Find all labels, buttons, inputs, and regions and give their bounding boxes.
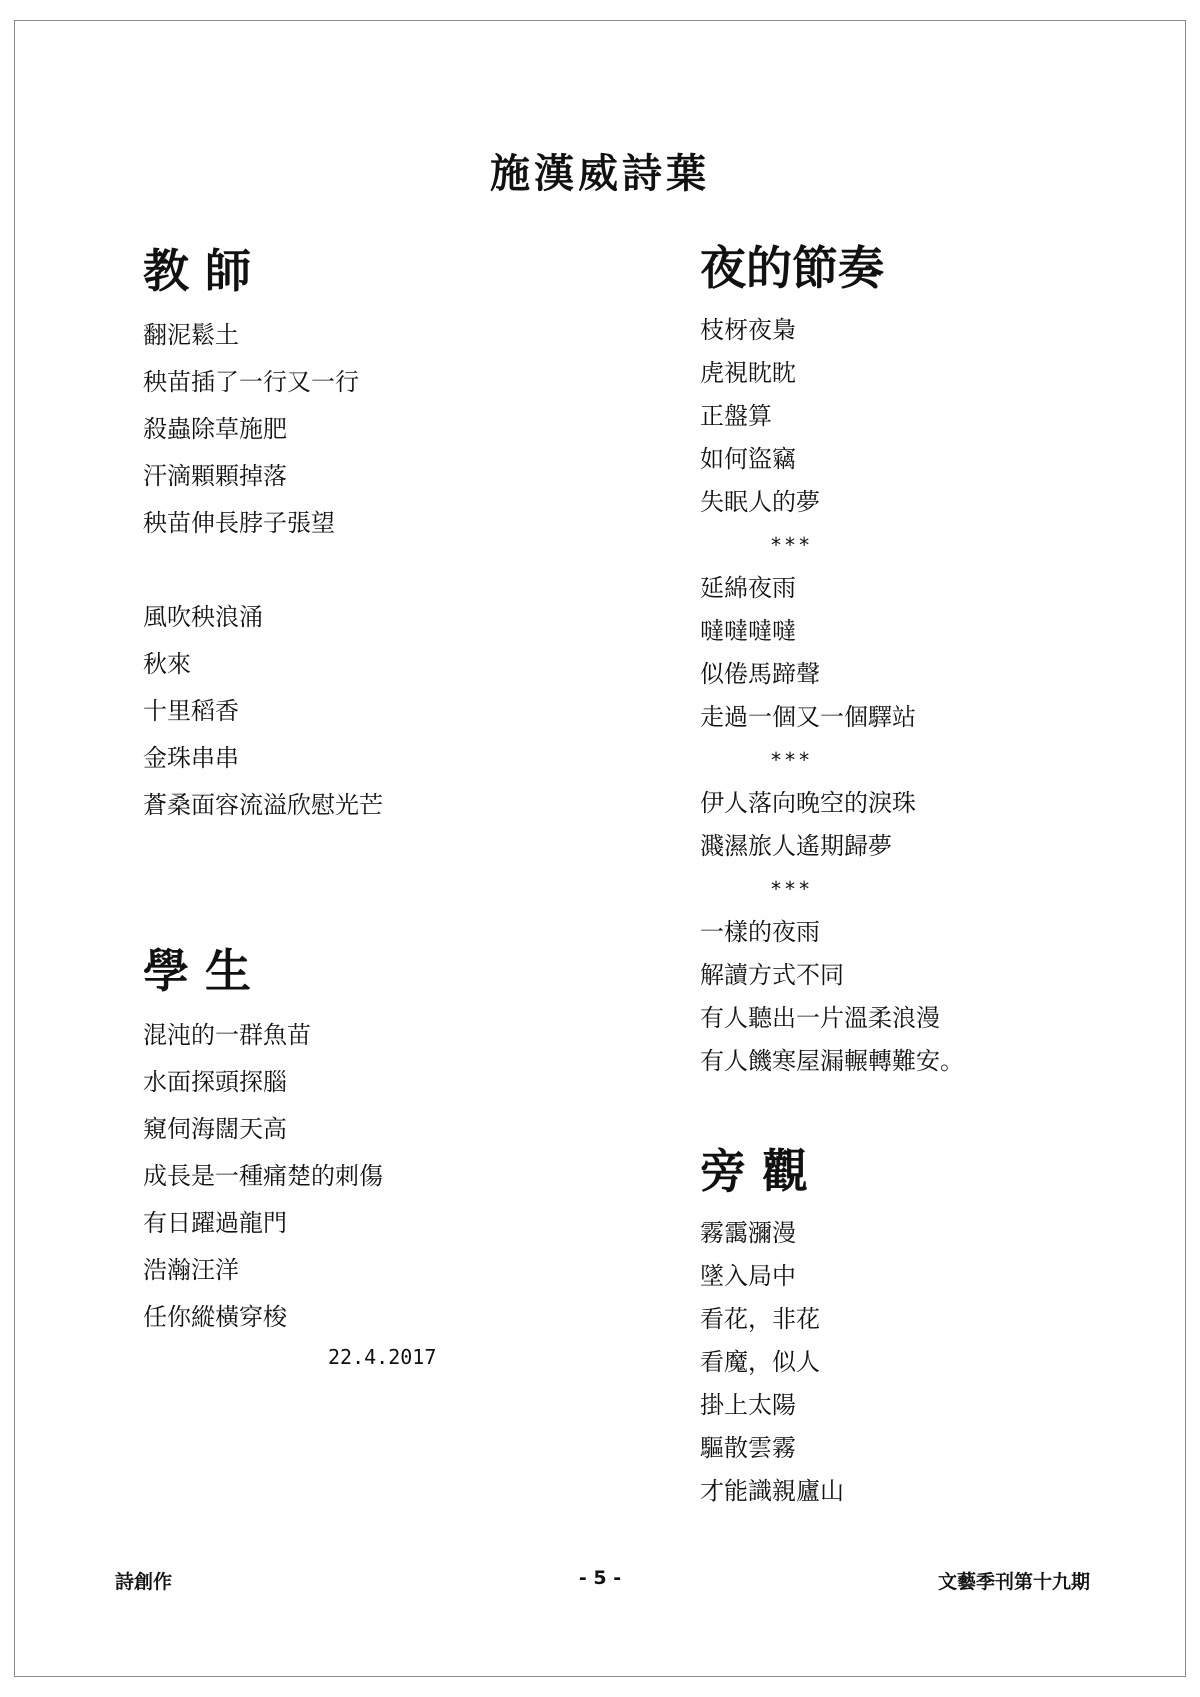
poem-line: 延綿夜雨: [700, 574, 796, 602]
poem-line: 枝枒夜梟: [700, 316, 796, 344]
poem-line: [143, 547, 383, 594]
poem-line: 似倦馬蹄聲: [700, 660, 820, 688]
poem-line: 如何盜竊: [700, 445, 796, 473]
poem-line: 混沌的一群魚苗: [143, 1021, 311, 1049]
poem-student: [143, 944, 437, 1369]
poem-line: 有人聽出一片溫柔浪漫: [700, 1004, 940, 1032]
poem-teacher: [143, 244, 383, 829]
poem-line: 浩瀚汪洋: [143, 1256, 239, 1284]
poem-line: 風吹秧浪涌: [143, 603, 263, 631]
poem-line: 驅散雲霧: [700, 1434, 796, 1462]
poem-line: 才能識親廬山: [700, 1477, 844, 1505]
poem-student-lines: [143, 1012, 436, 1341]
poem-night-rhythm: [700, 241, 964, 1083]
footer-page-number: - 5 -: [578, 1567, 622, 1589]
poem-line: 十里稻香: [143, 697, 239, 725]
stanza-separator: ***: [770, 533, 813, 557]
poem-line: 噠噠噠噠: [700, 617, 796, 645]
poem-title-onlooker: 旁 觀: [700, 1144, 809, 1198]
poem-line: 虎視眈眈: [700, 359, 796, 387]
poem-line: 走過一個又一個驛站: [700, 703, 916, 731]
poem-night-rhythm-lines: [700, 309, 964, 1083]
poem-line: 伊人落向晚空的淚珠: [700, 789, 916, 817]
poem-line: 秋來: [143, 650, 191, 678]
poem-line: 墜入局中: [700, 1262, 796, 1290]
poem-onlooker: [700, 1144, 844, 1513]
poem-line: 成長是一種痛楚的刺傷: [143, 1162, 383, 1190]
poem-line: 蒼桑面容流溢欣慰光芒: [143, 791, 383, 819]
poem-line: 濺濕旅人遙期歸夢: [700, 832, 892, 860]
poem-line: 水面探頭探腦: [143, 1068, 287, 1096]
poem-line: 霧靄瀰漫: [700, 1219, 796, 1247]
poem-line: 解讀方式不同: [700, 961, 844, 989]
poem-line: 窺伺海闊天高: [143, 1115, 287, 1143]
page-title: 施漢威詩葉: [490, 150, 710, 197]
poem-line: 有日躍過龍門: [143, 1209, 287, 1237]
poem-line: 殺蟲除草施肥: [143, 415, 287, 443]
poem-line: 一樣的夜雨: [700, 918, 820, 946]
poem-title-student: 學 生: [143, 944, 252, 998]
poem-line: 任你縱橫穿梭: [143, 1303, 287, 1331]
stanza-separator: ***: [770, 877, 813, 901]
poem-onlooker-lines: [700, 1212, 844, 1513]
poem-title-teacher: 教 師: [143, 244, 252, 298]
poem-line: 看魔，似人: [700, 1348, 820, 1376]
poem-line: 汗滴顆顆掉落: [143, 462, 287, 490]
poem-line: 金珠串串: [143, 744, 239, 772]
footer-publication: 文藝季刊第十九期: [937, 1571, 1090, 1593]
poem-line: 看花，非花: [700, 1305, 820, 1333]
stanza-separator: ***: [770, 748, 813, 772]
poem-teacher-lines: [143, 312, 383, 829]
poem-line: 正盤算: [700, 402, 772, 430]
poem-line: 翻泥鬆土: [143, 321, 239, 349]
poem-line: 秧苗插了一行又一行: [143, 368, 359, 396]
poem-line: 失眠人的夢: [700, 488, 820, 516]
poem-line: 有人饑寒屋漏輾轉難安。: [700, 1047, 964, 1075]
poem-date: 22.4.2017: [328, 1345, 437, 1369]
poem-line: 秧苗伸長脖子張望: [143, 509, 335, 537]
poem-line: 掛上太陽: [700, 1391, 796, 1419]
poem-title-night-rhythm: 夜的節奏: [700, 241, 884, 295]
footer-section: 詩創作: [115, 1571, 173, 1593]
